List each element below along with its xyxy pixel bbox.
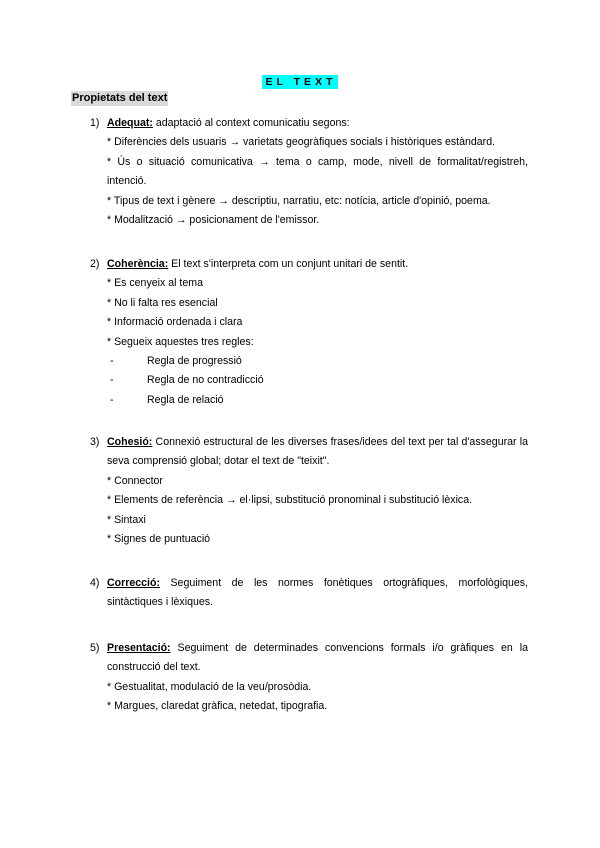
bullet: * Connector — [107, 474, 163, 487]
dash-text: Regla de no contradicció — [147, 374, 264, 387]
property-presentacio — [90, 639, 528, 717]
title-wrap — [0, 72, 600, 90]
document-title: EL TEXT — [262, 75, 339, 89]
definition — [107, 433, 528, 472]
dash-text: Regla de relació — [147, 393, 224, 406]
term: Adequat: — [107, 117, 153, 129]
property-correccio — [90, 574, 528, 613]
bullet: * Signes de puntuació — [107, 533, 211, 546]
bullet: * Elements de referència → el·lipsi, substitució pronominal i substitució lèxica. — [107, 494, 473, 507]
section-heading: Propietats del text — [72, 92, 168, 104]
term: Coherència: — [107, 258, 169, 270]
term: Presentació: — [107, 642, 171, 654]
definition-text: Seguiment de determinades convencions formals i/o gràfiques en la construcció del text. — [107, 642, 528, 674]
definition-text: El text s'interpreta com un conjunt unitari de sentit. — [168, 258, 409, 270]
dash-text: Regla de progressió — [147, 355, 242, 368]
term: Cohesió: — [107, 436, 153, 448]
bullet: * Gestualitat, modulació de la veu/prosòdia. — [107, 680, 312, 693]
bullet: * Segueix aquestes tres regles: — [107, 335, 254, 348]
bullet: * Informació ordenada i clara — [107, 316, 243, 329]
bullet: * Margues, claredat gràfica, netedat, tipografia. — [107, 700, 328, 713]
property-cohesio — [90, 433, 528, 549]
definition — [107, 574, 528, 613]
bullet: * Sintaxi — [107, 513, 146, 526]
definition-text: adaptació al context comunicatiu segons: — [152, 117, 350, 129]
dash-item: - Regla de no contradicció — [110, 374, 264, 387]
bullet: * Diferències dels usuaris → varietats geogràfiques socials i històriques estàndard. — [107, 136, 496, 149]
item-number: 4) — [90, 577, 100, 589]
definition-text: Connexió estructural de les diverses frases/idees del text per tal d'assegurar la seva comprensió global; dotar el text de "teixit". — [107, 436, 528, 468]
property-adequat — [90, 114, 528, 230]
bullet: * Tipus de text i gènere → descriptiu, narratiu, etc: notícia, article d'opinió, poema. — [107, 194, 491, 207]
definition-text: Seguiment de les normes fonètiques ortogràfiques, morfològiques, sintàctiques i lèxiques. — [107, 577, 528, 609]
dash-item: - Regla de relació — [110, 393, 224, 406]
property-coherencia — [90, 255, 528, 410]
dash-item: - Regla de progressió — [110, 355, 242, 368]
item-number: 1) — [90, 117, 100, 129]
bullet: * Ús o situació comunicativa → tema o camp, mode, nivell de formalitat/registreh, intenció. — [107, 155, 528, 188]
term: Correcció: — [107, 577, 160, 589]
item-number: 5) — [90, 642, 100, 654]
bullet: * Es cenyeix al tema — [107, 277, 203, 290]
definition — [107, 114, 528, 133]
bullet: * Modalització → posicionament de l'emissor. — [107, 214, 320, 227]
item-number: 2) — [90, 258, 100, 270]
definition — [107, 255, 528, 274]
item-number: 3) — [90, 436, 100, 448]
bullet: * No li falta res esencial — [107, 296, 218, 309]
definition — [107, 639, 528, 678]
